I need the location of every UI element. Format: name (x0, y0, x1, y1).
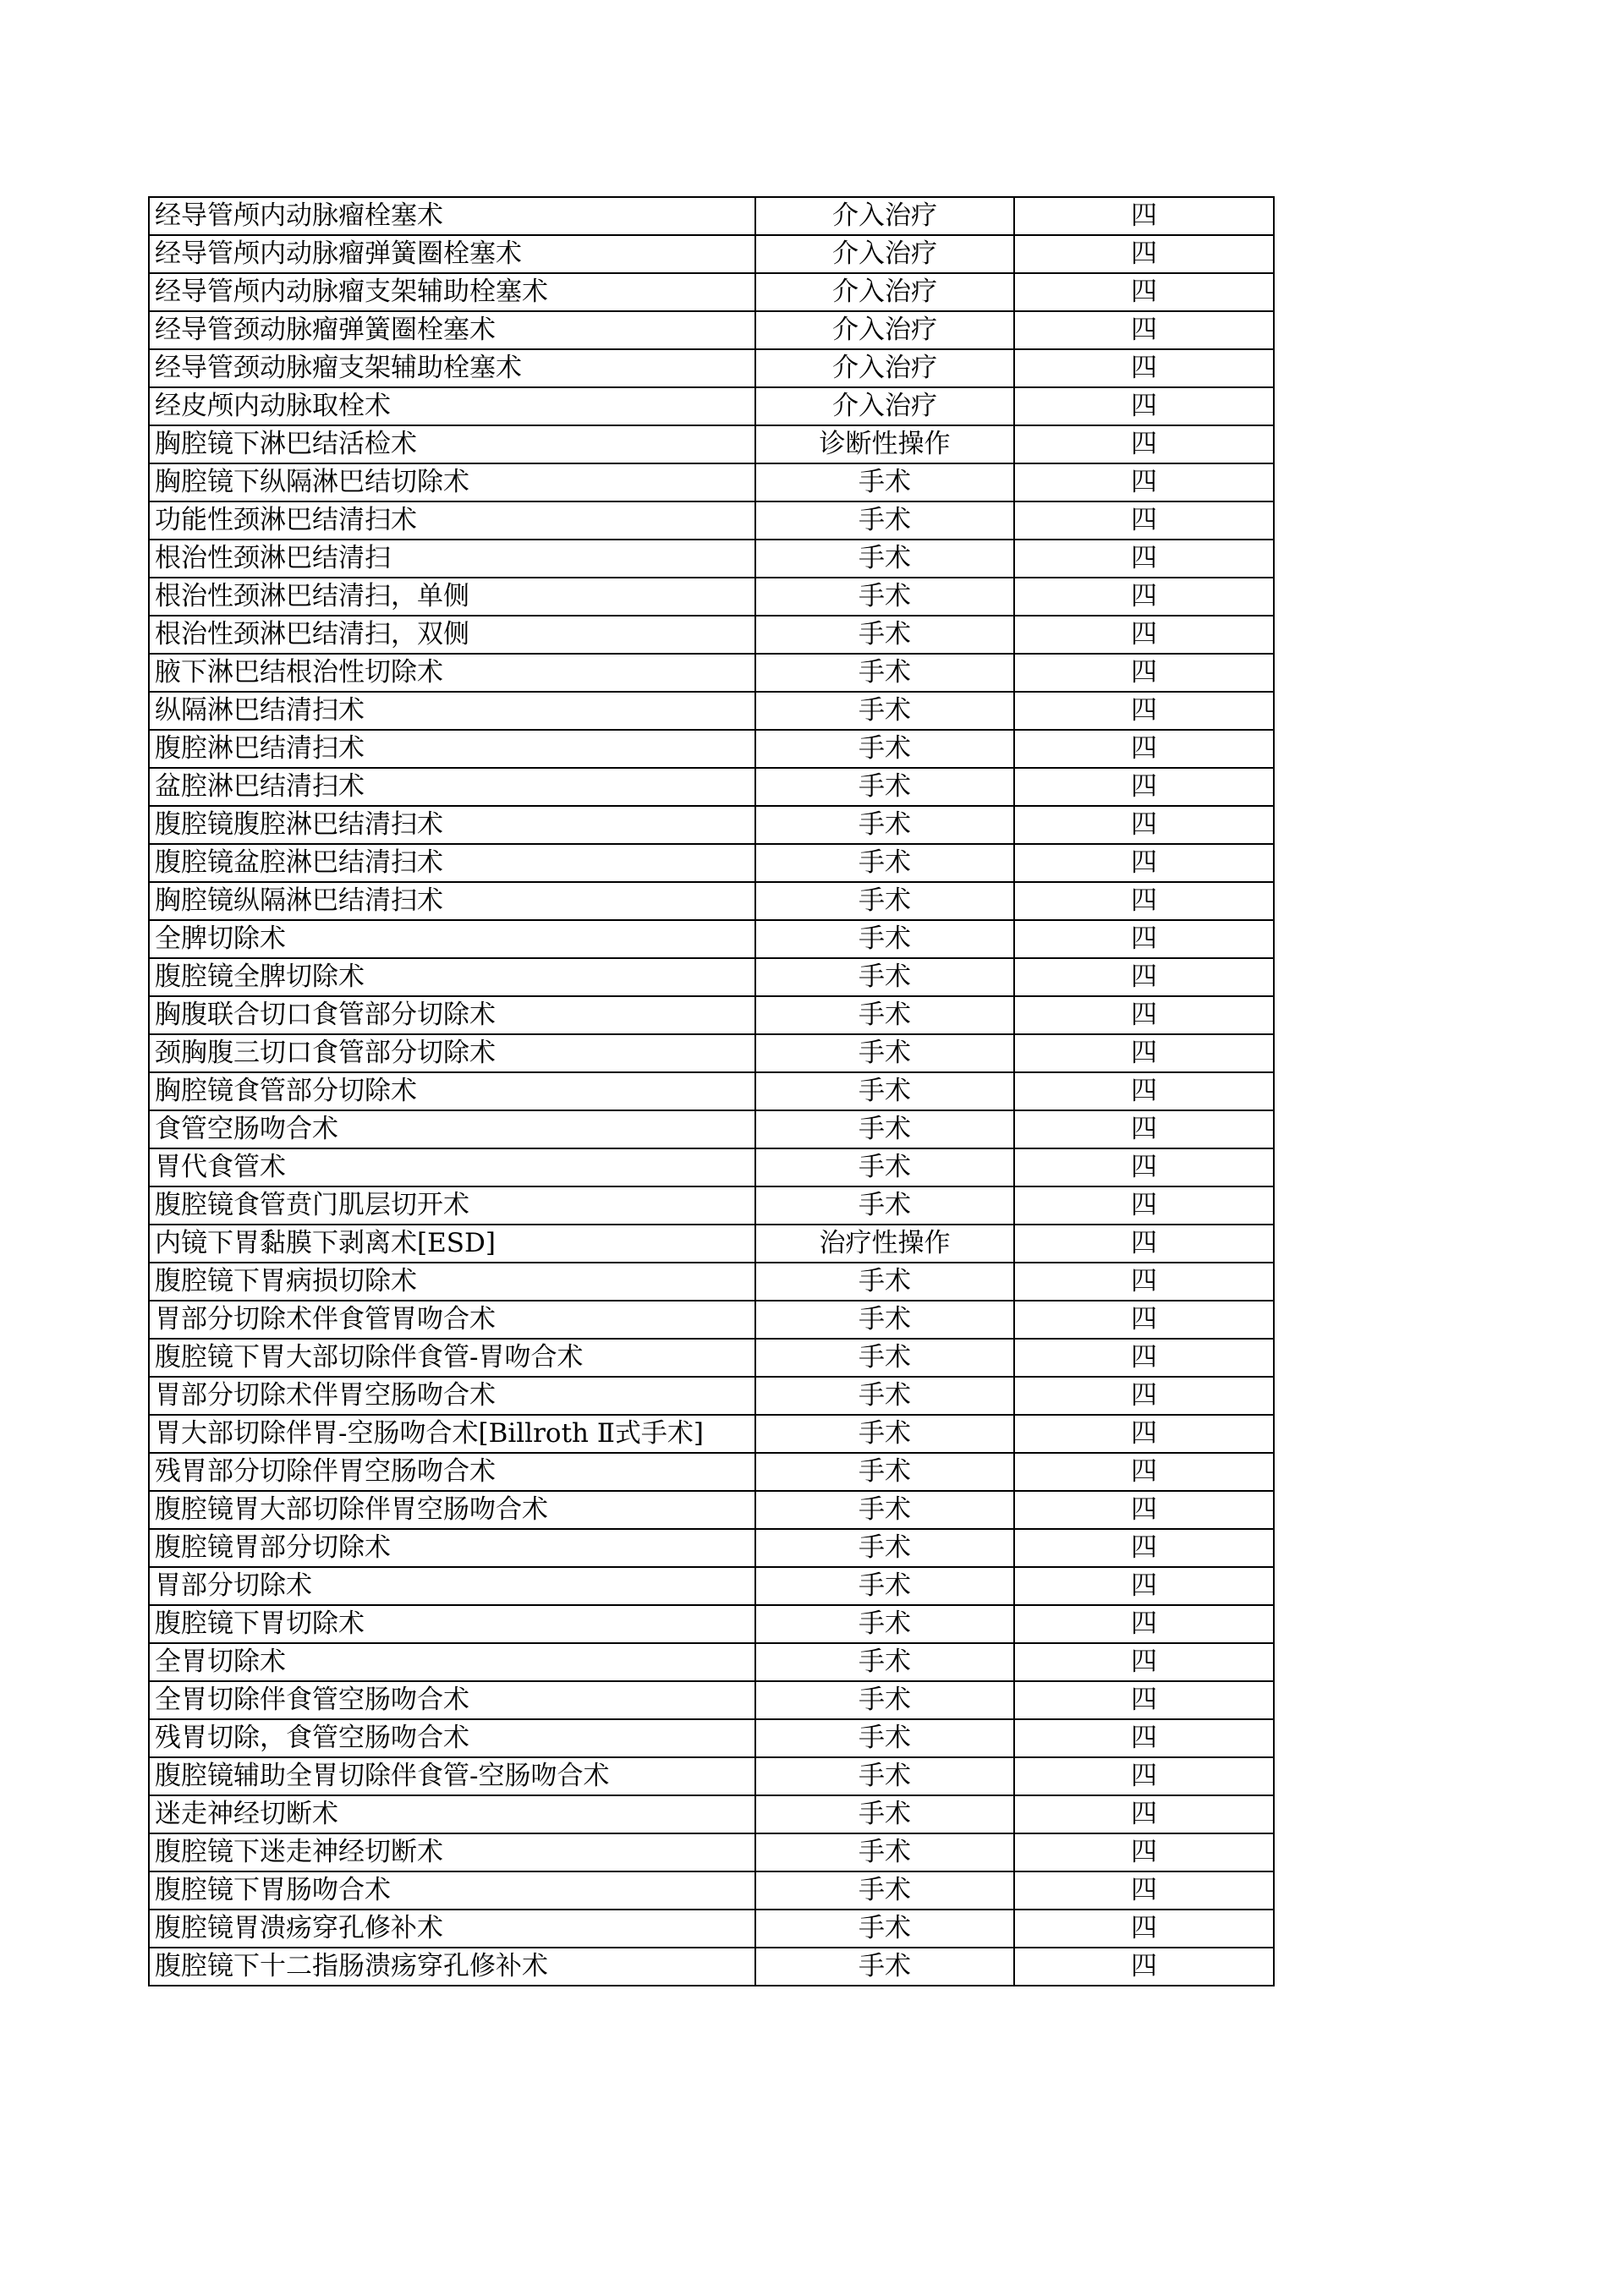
table-row (149, 1833, 1274, 1871)
procedure-type-cell: 手术 (755, 1871, 1014, 1910)
procedure-type-cell: 手术 (755, 540, 1014, 578)
procedure-type-cell: 手术 (755, 1719, 1014, 1757)
procedure-name-cell: 腋下淋巴结根治性切除术 (149, 654, 755, 692)
table-row (149, 844, 1274, 882)
procedure-type-cell: 手术 (755, 806, 1014, 844)
procedure-type-cell: 手术 (755, 1795, 1014, 1833)
procedure-type-cell: 手术 (755, 1072, 1014, 1110)
procedure-type-cell: 手术 (755, 463, 1014, 501)
table-row (149, 1491, 1274, 1529)
procedure-name-cell: 胃部分切除术 (149, 1567, 755, 1605)
procedure-name-cell: 腹腔镜胃大部切除伴胃空肠吻合术 (149, 1491, 755, 1529)
procedure-name-cell: 残胃切除，食管空肠吻合术 (149, 1719, 755, 1757)
procedure-name-cell: 胸腹联合切口食管部分切除术 (149, 996, 755, 1034)
table-row (149, 578, 1274, 616)
procedure-level-cell: 四 (1014, 920, 1274, 958)
procedure-name-cell: 胃部分切除术伴食管胃吻合术 (149, 1301, 755, 1339)
procedure-level-cell: 四 (1014, 730, 1274, 768)
table-row (149, 1377, 1274, 1415)
procedure-level-cell: 四 (1014, 1719, 1274, 1757)
table-row (149, 1871, 1274, 1910)
procedure-name-cell: 腹腔镜辅助全胃切除伴食管-空肠吻合术 (149, 1757, 755, 1795)
table-row (149, 197, 1274, 235)
procedure-name-cell: 食管空肠吻合术 (149, 1110, 755, 1148)
procedure-level-cell: 四 (1014, 1148, 1274, 1186)
procedure-type-cell: 手术 (755, 1529, 1014, 1567)
procedure-type-cell: 手术 (755, 1148, 1014, 1186)
procedure-level-cell: 四 (1014, 1415, 1274, 1453)
table-row (149, 654, 1274, 692)
procedure-type-cell: 手术 (755, 1567, 1014, 1605)
procedure-level-cell: 四 (1014, 958, 1274, 996)
procedure-level-cell: 四 (1014, 1377, 1274, 1415)
procedure-name-cell: 经皮颅内动脉取栓术 (149, 387, 755, 425)
procedure-type-cell: 治疗性操作 (755, 1225, 1014, 1263)
procedure-type-cell: 手术 (755, 1110, 1014, 1148)
procedure-name-cell: 腹腔镜下迷走神经切断术 (149, 1833, 755, 1871)
procedure-name-cell: 迷走神经切断术 (149, 1795, 755, 1833)
procedure-name-cell: 腹腔镜食管贲门肌层切开术 (149, 1186, 755, 1225)
procedure-name-cell: 胸腔镜纵隔淋巴结清扫术 (149, 882, 755, 920)
table-row (149, 1072, 1274, 1110)
procedure-type-cell: 手术 (755, 844, 1014, 882)
procedure-level-cell: 四 (1014, 1110, 1274, 1148)
procedure-name-cell: 腹腔镜全脾切除术 (149, 958, 755, 996)
table-row (149, 1757, 1274, 1795)
procedure-type-cell: 手术 (755, 1034, 1014, 1072)
procedure-name-cell: 腹腔镜胃部分切除术 (149, 1529, 755, 1567)
procedure-type-cell: 介入治疗 (755, 311, 1014, 349)
procedure-type-cell: 介入治疗 (755, 349, 1014, 387)
procedure-type-cell: 手术 (755, 692, 1014, 730)
table-row (149, 425, 1274, 463)
procedure-level-cell: 四 (1014, 1910, 1274, 1948)
table-row (149, 1910, 1274, 1948)
procedure-type-cell: 手术 (755, 1301, 1014, 1339)
table-row (149, 1339, 1274, 1377)
table-row (149, 349, 1274, 387)
table-row (149, 806, 1274, 844)
procedure-type-cell: 手术 (755, 1263, 1014, 1301)
procedure-level-cell: 四 (1014, 425, 1274, 463)
procedure-name-cell: 全脾切除术 (149, 920, 755, 958)
procedure-type-cell: 手术 (755, 501, 1014, 540)
procedure-table-body (149, 197, 1274, 1986)
procedure-name-cell: 经导管颅内动脉瘤支架辅助栓塞术 (149, 273, 755, 311)
procedure-name-cell: 盆腔淋巴结清扫术 (149, 768, 755, 806)
table-row (149, 1795, 1274, 1833)
procedure-level-cell: 四 (1014, 654, 1274, 692)
procedure-type-cell: 介入治疗 (755, 273, 1014, 311)
procedure-name-cell: 功能性颈淋巴结清扫术 (149, 501, 755, 540)
procedure-name-cell: 根治性颈淋巴结清扫，双侧 (149, 616, 755, 654)
procedure-name-cell: 胃大部切除伴胃-空肠吻合术[Billroth Ⅱ式手术] (149, 1415, 755, 1453)
procedure-name-cell: 全胃切除伴食管空肠吻合术 (149, 1681, 755, 1719)
procedure-name-cell: 腹腔镜下胃病损切除术 (149, 1263, 755, 1301)
procedure-level-cell: 四 (1014, 1301, 1274, 1339)
procedure-type-cell: 手术 (755, 654, 1014, 692)
procedure-level-cell: 四 (1014, 616, 1274, 654)
table-row (149, 616, 1274, 654)
procedure-name-cell: 根治性颈淋巴结清扫 (149, 540, 755, 578)
procedure-level-cell: 四 (1014, 1871, 1274, 1910)
procedure-type-cell: 手术 (755, 1643, 1014, 1681)
table-row (149, 1186, 1274, 1225)
procedure-level-cell: 四 (1014, 806, 1274, 844)
table-row (149, 1948, 1274, 1986)
procedure-type-cell: 手术 (755, 1833, 1014, 1871)
table-row (149, 730, 1274, 768)
procedure-name-cell: 经导管颅内动脉瘤栓塞术 (149, 197, 755, 235)
procedure-level-cell: 四 (1014, 235, 1274, 273)
procedure-type-cell: 手术 (755, 1605, 1014, 1643)
procedure-type-cell: 手术 (755, 578, 1014, 616)
procedure-level-cell: 四 (1014, 1263, 1274, 1301)
table-row (149, 1034, 1274, 1072)
procedure-level-cell: 四 (1014, 1643, 1274, 1681)
table-row (149, 1643, 1274, 1681)
procedure-type-cell: 手术 (755, 1757, 1014, 1795)
table-row (149, 1263, 1274, 1301)
table-row (149, 501, 1274, 540)
procedure-type-cell: 手术 (755, 1415, 1014, 1453)
procedure-level-cell: 四 (1014, 1567, 1274, 1605)
table-row (149, 463, 1274, 501)
procedure-level-cell: 四 (1014, 1339, 1274, 1377)
procedure-level-cell: 四 (1014, 349, 1274, 387)
procedure-name-cell: 腹腔镜下胃大部切除伴食管-胃吻合术 (149, 1339, 755, 1377)
procedure-name-cell: 腹腔镜盆腔淋巴结清扫术 (149, 844, 755, 882)
procedure-type-cell: 手术 (755, 996, 1014, 1034)
procedure-level-cell: 四 (1014, 882, 1274, 920)
procedure-level-cell: 四 (1014, 1605, 1274, 1643)
table-row (149, 768, 1274, 806)
table-row (149, 1681, 1274, 1719)
procedure-name-cell: 腹腔淋巴结清扫术 (149, 730, 755, 768)
procedure-level-cell: 四 (1014, 692, 1274, 730)
procedure-level-cell: 四 (1014, 1491, 1274, 1529)
procedure-name-cell: 腹腔镜胃溃疡穿孔修补术 (149, 1910, 755, 1948)
procedure-level-cell: 四 (1014, 540, 1274, 578)
table-row (149, 1719, 1274, 1757)
procedure-name-cell: 内镜下胃黏膜下剥离术[ESD] (149, 1225, 755, 1263)
procedure-name-cell: 根治性颈淋巴结清扫，单侧 (149, 578, 755, 616)
procedure-level-cell: 四 (1014, 1757, 1274, 1795)
procedure-level-cell: 四 (1014, 1034, 1274, 1072)
procedure-type-cell: 介入治疗 (755, 197, 1014, 235)
procedure-type-cell: 手术 (755, 1186, 1014, 1225)
table-row (149, 1529, 1274, 1567)
procedure-level-cell: 四 (1014, 1833, 1274, 1871)
procedure-level-cell: 四 (1014, 1453, 1274, 1491)
procedure-type-cell: 手术 (755, 1948, 1014, 1986)
procedure-table (148, 196, 1275, 1986)
procedure-level-cell: 四 (1014, 1225, 1274, 1263)
table-row (149, 920, 1274, 958)
procedure-level-cell: 四 (1014, 501, 1274, 540)
procedure-type-cell: 诊断性操作 (755, 425, 1014, 463)
procedure-level-cell: 四 (1014, 1948, 1274, 1986)
table-row (149, 1453, 1274, 1491)
table-row (149, 1567, 1274, 1605)
procedure-type-cell: 手术 (755, 1910, 1014, 1948)
table-row (149, 235, 1274, 273)
procedure-level-cell: 四 (1014, 463, 1274, 501)
procedure-type-cell: 手术 (755, 1453, 1014, 1491)
procedure-name-cell: 全胃切除术 (149, 1643, 755, 1681)
procedure-level-cell: 四 (1014, 578, 1274, 616)
table-row (149, 692, 1274, 730)
procedure-type-cell: 手术 (755, 730, 1014, 768)
procedure-level-cell: 四 (1014, 1072, 1274, 1110)
procedure-name-cell: 经导管颈动脉瘤弹簧圈栓塞术 (149, 311, 755, 349)
procedure-name-cell: 腹腔镜下胃切除术 (149, 1605, 755, 1643)
procedure-type-cell: 手术 (755, 958, 1014, 996)
procedure-name-cell: 腹腔镜下胃肠吻合术 (149, 1871, 755, 1910)
procedure-name-cell: 胸腔镜下淋巴结活检术 (149, 425, 755, 463)
procedure-name-cell: 经导管颅内动脉瘤弹簧圈栓塞术 (149, 235, 755, 273)
procedure-type-cell: 手术 (755, 882, 1014, 920)
procedure-type-cell: 手术 (755, 1491, 1014, 1529)
table-row (149, 1110, 1274, 1148)
procedure-type-cell: 手术 (755, 616, 1014, 654)
table-row (149, 1301, 1274, 1339)
procedure-type-cell: 介入治疗 (755, 387, 1014, 425)
procedure-type-cell: 手术 (755, 1681, 1014, 1719)
procedure-name-cell: 胸腔镜下纵隔淋巴结切除术 (149, 463, 755, 501)
procedure-name-cell: 残胃部分切除伴胃空肠吻合术 (149, 1453, 755, 1491)
procedure-level-cell: 四 (1014, 1529, 1274, 1567)
table-row (149, 882, 1274, 920)
procedure-name-cell: 颈胸腹三切口食管部分切除术 (149, 1034, 755, 1072)
procedure-name-cell: 胃代食管术 (149, 1148, 755, 1186)
procedure-type-cell: 介入治疗 (755, 235, 1014, 273)
procedure-name-cell: 腹腔镜腹腔淋巴结清扫术 (149, 806, 755, 844)
procedure-level-cell: 四 (1014, 197, 1274, 235)
table-row (149, 1225, 1274, 1263)
table-row (149, 1148, 1274, 1186)
table-row (149, 1415, 1274, 1453)
procedure-level-cell: 四 (1014, 273, 1274, 311)
procedure-level-cell: 四 (1014, 844, 1274, 882)
procedure-level-cell: 四 (1014, 1681, 1274, 1719)
procedure-type-cell: 手术 (755, 920, 1014, 958)
procedure-level-cell: 四 (1014, 768, 1274, 806)
procedure-name-cell: 经导管颈动脉瘤支架辅助栓塞术 (149, 349, 755, 387)
procedure-name-cell: 胃部分切除术伴胃空肠吻合术 (149, 1377, 755, 1415)
procedure-type-cell: 手术 (755, 1377, 1014, 1415)
procedure-name-cell: 腹腔镜下十二指肠溃疡穿孔修补术 (149, 1948, 755, 1986)
table-row (149, 1605, 1274, 1643)
procedure-level-cell: 四 (1014, 311, 1274, 349)
procedure-level-cell: 四 (1014, 1186, 1274, 1225)
table-row (149, 311, 1274, 349)
table-row (149, 996, 1274, 1034)
procedure-type-cell: 手术 (755, 768, 1014, 806)
procedure-level-cell: 四 (1014, 1795, 1274, 1833)
procedure-level-cell: 四 (1014, 387, 1274, 425)
procedure-type-cell: 手术 (755, 1339, 1014, 1377)
table-row (149, 958, 1274, 996)
procedure-name-cell: 胸腔镜食管部分切除术 (149, 1072, 755, 1110)
procedure-name-cell: 纵隔淋巴结清扫术 (149, 692, 755, 730)
table-row (149, 540, 1274, 578)
table-row (149, 273, 1274, 311)
procedure-level-cell: 四 (1014, 996, 1274, 1034)
table-row (149, 387, 1274, 425)
